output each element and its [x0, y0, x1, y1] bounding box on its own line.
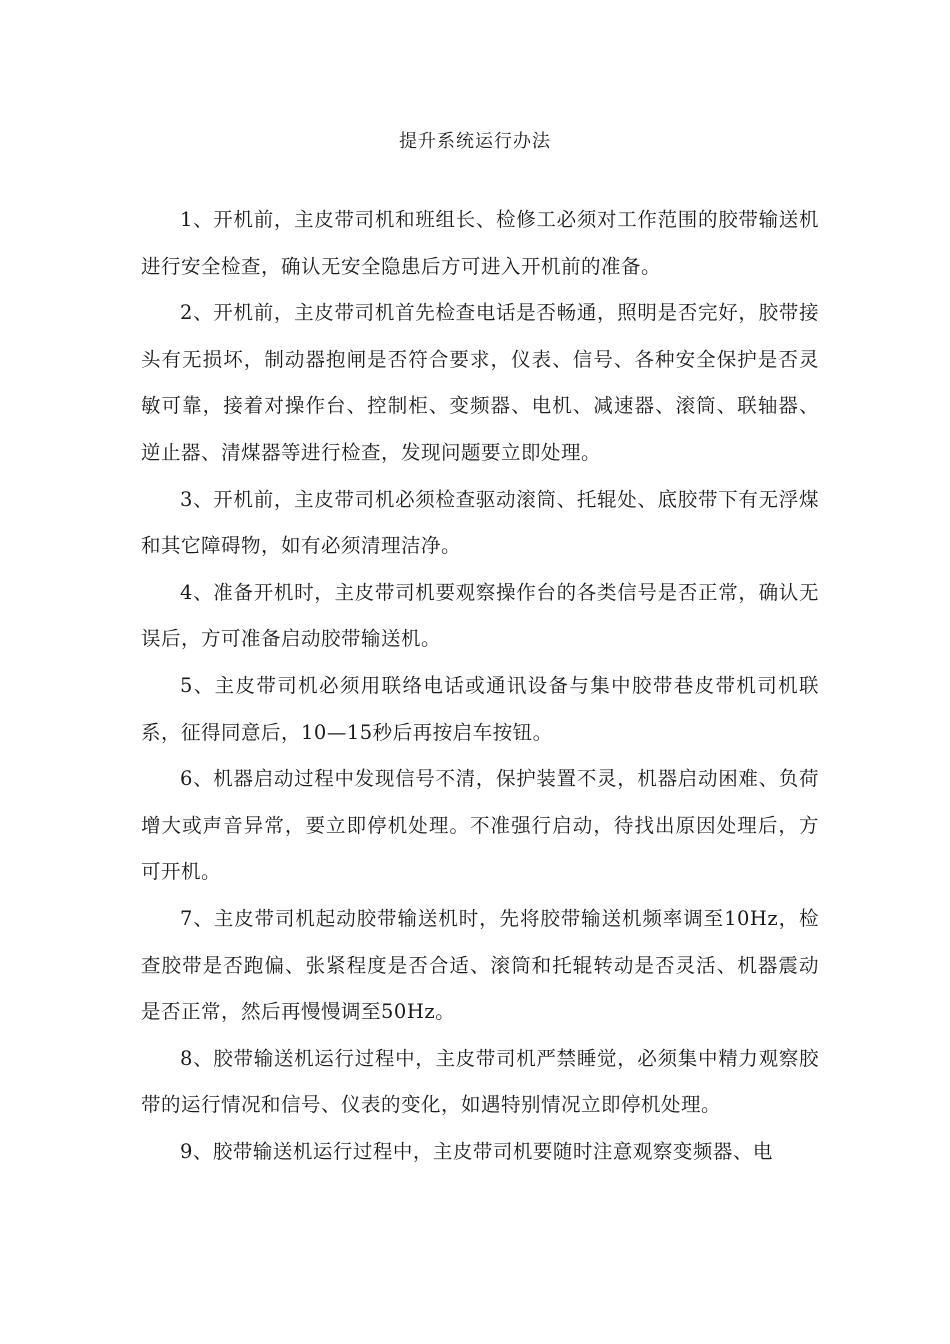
paragraph-3: 3、开机前，主皮带司机必须检查驱动滚筒、托辊处、底胶带下有无浮煤和其它障碍物，如有必须清理洁净。: [141, 487, 819, 558]
document-body: [141, 197, 819, 1175]
document-title: 提升系统运行办法: [399, 131, 551, 152]
paragraph-1: 1、开机前，主皮带司机和班组长、检修工必须对工作范围的胶带输送机进行安全检查，确认无安全隐患后方可进入开机前的准备。: [141, 208, 819, 278]
paragraph-6: 6、机器启动过程中发现信号不清，保护装置不灵，机器启动困难、负荷增大或声音异常，要立即停机处理。不准强行启动，待找出原因处理后，方可开机。: [141, 767, 819, 884]
paragraph-8: 8、胶带输送机运行过程中，主皮带司机严禁睡觉，必须集中精力观察胶带的运行情况和信号、仪表的变化，如遇特别情况立即停机处理。: [141, 1046, 819, 1117]
paragraph-7: 7、主皮带司机起动胶带输送机时，先将胶带输送机频率调至10Hz，检查胶带是否跑偏、张紧程度是否合适、滚筒和托辊转动是否灵活、机器震动是否正常，然后再慢慢调至50Hz。: [141, 906, 819, 1024]
paragraph-5: 5、主皮带司机必须用联络电话或通讯设备与集中胶带巷皮带机司机联系，征得同意后，10—15秒后再按启车按钮。: [141, 673, 819, 744]
paragraph-2: 2、开机前，主皮带司机首先检查电话是否畅通，照明是否完好，胶带接头有无损坏，制动器抱闸是否符合要求，仪表、信号、各种安全保护是否灵敏可靠，接着对操作台、控制柜、变频器、电机、减速器、滚筒、联轴器、逆止器、清煤器等进行检查，发现问题要立即处理。: [141, 301, 819, 464]
paragraph-4: 4、准备开机时，主皮带司机要观察操作台的各类信号是否正常，确认无误后，方可准备启动胶带输送机。: [141, 580, 819, 651]
paragraph-9: 9、胶带输送机运行过程中，主皮带司机要随时注意观察变频器、电: [180, 1139, 773, 1163]
